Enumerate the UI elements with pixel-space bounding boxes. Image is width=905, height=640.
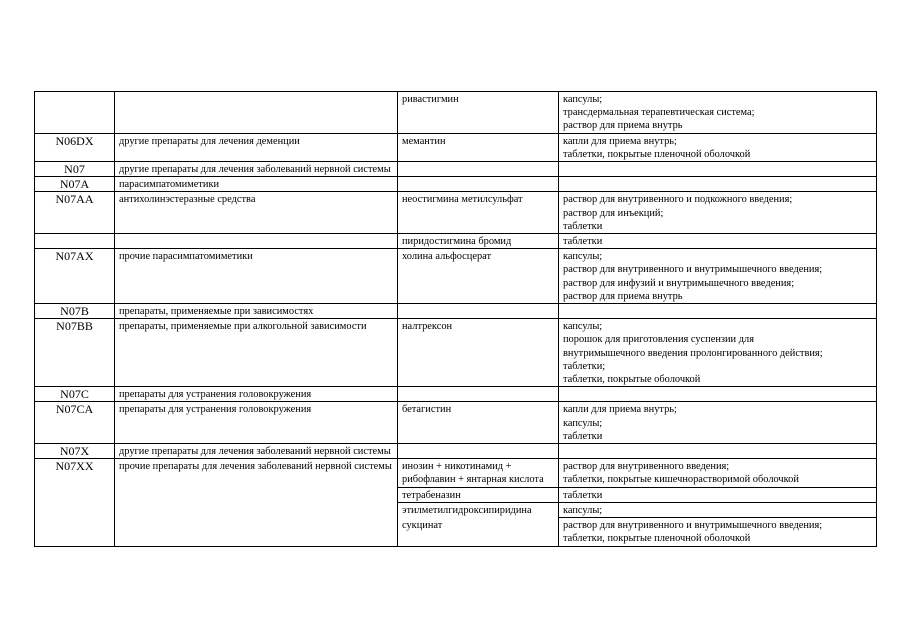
table-row xyxy=(35,192,877,234)
dosage-form-line: капсулы; xyxy=(563,251,603,263)
table-row xyxy=(35,387,877,402)
table-row xyxy=(35,92,877,134)
dosage-form-line: капсулы; xyxy=(563,504,603,516)
drug-inn-cell: тетрабеназин xyxy=(398,487,559,502)
group-name-cell: препараты для устранения головокружения xyxy=(115,402,398,444)
dosage-form-cell xyxy=(559,92,877,134)
group-name-cell: препараты, применяемые при зависимостях xyxy=(115,304,398,319)
group-name-cell: антихолинэстеразные средства xyxy=(115,192,398,234)
drug-table-body xyxy=(35,92,877,547)
drug-inn-cell: неостигмина метилсульфат xyxy=(398,192,559,234)
dosage-form-line: таблетки, покрытые пленочной оболочкой xyxy=(563,533,751,545)
dosage-form-line: таблетки xyxy=(563,220,603,232)
table-row xyxy=(35,304,877,319)
dosage-form-line: капсулы; xyxy=(563,321,603,333)
dosage-form-line: раствор для внутривенного и внутримышечного введения; xyxy=(563,520,823,532)
group-name-cell: препараты для устранения головокружения xyxy=(115,387,398,402)
dosage-form-cell xyxy=(559,177,877,192)
dosage-form-line: раствор для внутривенного и внутримышечного введения; xyxy=(563,264,823,276)
dosage-form-cell xyxy=(559,459,877,487)
dosage-form-cell xyxy=(559,387,877,402)
document-page xyxy=(34,91,876,547)
group-name-cell: прочие препараты для лечения заболеваний нервной системы xyxy=(115,459,398,546)
table-row xyxy=(35,234,877,249)
atc-code-cell: N06DX xyxy=(35,133,115,161)
atc-code-cell: N07X xyxy=(35,444,115,459)
table-row xyxy=(35,249,877,304)
dosage-form-cell xyxy=(559,502,877,517)
table-row xyxy=(35,444,877,459)
atc-code-cell: N07B xyxy=(35,304,115,319)
atc-code-cell: N07CA xyxy=(35,402,115,444)
dosage-form-line: раствор для инфузий и внутримышечного введения; xyxy=(563,277,795,289)
dosage-form-cell xyxy=(559,234,877,249)
dosage-form-line: раствор для инъекций; xyxy=(563,207,664,219)
dosage-form-line: раствор для приема внутрь xyxy=(563,120,683,132)
group-name-cell: другие препараты для лечения заболеваний нервной системы xyxy=(115,444,398,459)
drug-inn-cell: холина альфосцерат xyxy=(398,249,559,304)
dosage-form-cell xyxy=(559,133,877,161)
drug-inn-cell: инозин + никотинамид + рибофлавин + янтарная кислота xyxy=(398,459,559,487)
dosage-form-line: таблетки xyxy=(563,489,603,501)
atc-code-cell xyxy=(35,234,115,249)
drug-inn-cell: налтрексон xyxy=(398,319,559,387)
group-name-cell xyxy=(115,92,398,134)
group-name-cell: парасимпатомиметики xyxy=(115,177,398,192)
table-row xyxy=(35,459,877,487)
dosage-form-cell xyxy=(559,487,877,502)
drug-table xyxy=(34,91,877,547)
table-row xyxy=(35,162,877,177)
dosage-form-line: порошок для приготовления суспензии для xyxy=(563,334,754,346)
drug-inn-cell xyxy=(398,177,559,192)
drug-inn-cell xyxy=(398,444,559,459)
dosage-form-line: таблетки xyxy=(563,236,603,248)
dosage-form-line: таблетки, покрытые кишечнорастворимой оболочкой xyxy=(563,474,799,486)
atc-code-cell: N07C xyxy=(35,387,115,402)
dosage-form-cell xyxy=(559,319,877,387)
atc-code-cell: N07AX xyxy=(35,249,115,304)
dosage-form-line: раствор для внутривенного введения; xyxy=(563,461,730,473)
group-name-cell: прочие парасимпатомиметики xyxy=(115,249,398,304)
drug-inn-cell xyxy=(398,304,559,319)
atc-code-cell xyxy=(35,92,115,134)
table-row xyxy=(35,319,877,387)
dosage-form-line: капсулы; xyxy=(563,94,603,105)
dosage-form-line: капли для приема внутрь; xyxy=(563,135,677,147)
table-row xyxy=(35,133,877,161)
atc-code-cell: N07 xyxy=(35,162,115,177)
drug-inn-cell: этилметилгидроксипиридина xyxy=(398,502,559,517)
dosage-form-line: раствор для внутривенного и подкожного введения; xyxy=(563,194,793,206)
dosage-form-line: таблетки xyxy=(563,430,603,442)
dosage-form-cell xyxy=(559,304,877,319)
dosage-form-cell xyxy=(559,402,877,444)
atc-code-cell: N07A xyxy=(35,177,115,192)
dosage-form-line: капли для приема внутрь; xyxy=(563,404,677,416)
drug-inn-cell: ривастигмин xyxy=(398,92,559,134)
drug-inn-cell xyxy=(398,387,559,402)
group-name-cell xyxy=(115,234,398,249)
atc-code-cell: N07BB xyxy=(35,319,115,387)
table-row xyxy=(35,402,877,444)
dosage-form-line: капсулы; xyxy=(563,417,603,429)
dosage-form-cell xyxy=(559,162,877,177)
dosage-form-cell xyxy=(559,518,877,546)
dosage-form-line: внутримышечного введения пролонгированного действия; xyxy=(563,347,823,359)
atc-code-cell: N07XX xyxy=(35,459,115,546)
group-name-cell: другие препараты для лечения заболеваний нервной системы xyxy=(115,162,398,177)
dosage-form-line: таблетки; xyxy=(563,360,606,372)
drug-inn-cell: бетагистин xyxy=(398,402,559,444)
dosage-form-line: трансдермальная терапевтическая система; xyxy=(563,107,755,119)
dosage-form-line: таблетки, покрытые пленочной оболочкой xyxy=(563,148,751,160)
drug-inn-cell: пиридостигмина бромид xyxy=(398,234,559,249)
drug-inn-cell: мемантин xyxy=(398,133,559,161)
drug-inn-cell xyxy=(398,162,559,177)
dosage-form-cell xyxy=(559,249,877,304)
dosage-form-cell xyxy=(559,444,877,459)
dosage-form-line: раствор для приема внутрь xyxy=(563,290,683,302)
drug-inn-cell: сукцинат xyxy=(398,518,559,546)
group-name-cell: препараты, применяемые при алкогольной зависимости xyxy=(115,319,398,387)
atc-code-cell: N07AA xyxy=(35,192,115,234)
dosage-form-cell xyxy=(559,192,877,234)
table-row xyxy=(35,177,877,192)
group-name-cell: другие препараты для лечения деменции xyxy=(115,133,398,161)
dosage-form-line: таблетки, покрытые оболочкой xyxy=(563,374,701,386)
